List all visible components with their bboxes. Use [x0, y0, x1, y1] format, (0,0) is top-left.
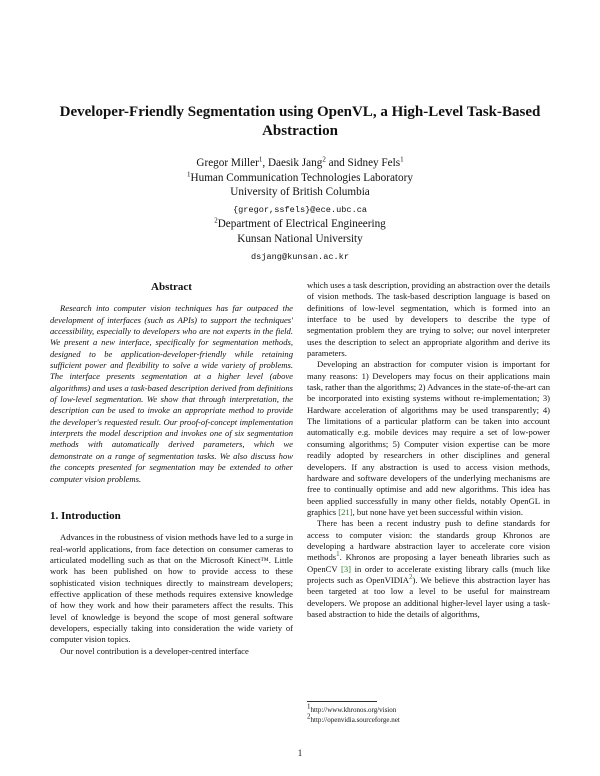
- affiliation-1-univ: University of British Columbia: [230, 186, 370, 199]
- affiliation-2: [90, 217, 510, 232]
- footnotes: [307, 702, 550, 725]
- affil-mark: 1: [258, 155, 263, 164]
- affil-mark: 2: [322, 155, 326, 164]
- intro-paragraph-1: Advances in the robustness of vision methods have led to a surge in real-world applications, from face detection on consumer cameras to articulated modelling such as that on the Microsoft Kinect™. Little work has been published on how to provide access to these sophisticated vision techniques directly to mainstream developers; effective application of these methods requires extensive knowledge of how they work and how their parameters affect the results. This level of knowledge is beyond the scope of most general software developers, especially taking into consideration the wide variety of computer vision topics.: [50, 532, 293, 645]
- affiliation-1-email: {gregor,ssfels}@ece.ubc.ca: [232, 204, 368, 215]
- author-block: [90, 156, 510, 264]
- footnote-mark: 2: [307, 712, 311, 721]
- right-paragraph-2: [307, 359, 550, 518]
- para-text: There has been a recent industry push to define standards for access to computer vision: the standards group Khronos are developing a hardware abstraction layer to accelerate core vision methods: [307, 518, 550, 563]
- paper-title: [40, 103, 560, 141]
- footnote-link[interactable]: 1: [336, 550, 340, 559]
- footnote-mark: 1: [307, 702, 311, 711]
- footnote-divider: [307, 701, 377, 702]
- para-text: , but none have yet been successful within vision.: [352, 506, 524, 517]
- affil-mark: 1: [187, 169, 191, 178]
- para-text: ). We believe this abstraction layer has been targeted at too low a level to be useful for mainstream developers. We propose an additional higher-level layer using a task-based abstraction to hide the details of algorithms,: [307, 574, 550, 619]
- title-line-2: Abstraction: [262, 123, 338, 139]
- affiliation-2-univ: Kunsan National University: [237, 232, 363, 245]
- footnote-url[interactable]: http://openvidia.sourceforge.net: [310, 715, 400, 724]
- para-text: Developing an abstraction for computer vision is important for many reasons: 1) Developers may focus on their applications main task, rather than the algorithms; 2) Advances in the state-of-the-art can be incorporated into existing systems without re-implementation; 3) Hardware acceleration of algorithms may be used transparently; 4) The limitations of a particular platform can be taken into account automatically e.g. mobile devices may require a set of low-power consuming algorithms; 5) Computer vision expertise can be more readily adopted by researchers in other disciplines and general developers. If any abstraction is used to access vision methods, hardware and software developers of the underlying mechanisms are free to continually optimise and add new algorithms. This idea has been applied successfully in many other fields, notably OpenGL in graphics: [307, 359, 550, 517]
- author-fels: and Sidney Fels: [325, 157, 401, 169]
- intro-paragraph-2: Our novel contribution is a developer-centred interface: [60, 645, 249, 656]
- para-text: in order to accelerate existing library calls (much like projects such as OpenVIDIA: [307, 563, 550, 585]
- citation-link[interactable]: [21]: [338, 506, 353, 517]
- footnote-1: [307, 702, 550, 716]
- right-paragraph-3: [307, 518, 550, 620]
- right-paragraph-1: which uses a task description, providing an abstraction over the details of vision methods. The task-based description language is based on definitions of low-level segmentation, which is formed into an interface to be used by developers to describe the type of segmentation problem they are trying to solve; our novel interpreter uses the description to select an appropriate algorithm and derive its parameters.: [307, 280, 550, 359]
- author-jang: , Daesik Jang: [262, 157, 323, 169]
- citation-link[interactable]: [3]: [341, 563, 352, 574]
- author-names: [90, 156, 510, 171]
- author-miller: Gregor Miller: [196, 157, 259, 169]
- title-line-1: Developer-Friendly Segmentation using OpenVL, a High-Level Task-Based: [59, 104, 541, 120]
- affiliation-2-email: dsjang@kunsan.ac.kr: [251, 251, 349, 262]
- para-text: . Khronos are proposing a layer beneath libraries such as OpenCV: [307, 552, 550, 574]
- abstract-heading: Abstract: [151, 281, 192, 293]
- affil-lab: Human Communication Technologies Laboratory: [190, 171, 413, 184]
- abstract-text: Research into computer vision techniques has far outpaced the development of interfaces (such as APIs) to support the techniques' accessibility, especially to developers who are not experts in the field. We present a new interface, specifically for segmentation methods, designed to be application-developer-friendly while retaining sufficient power and flexibility to solve a wide variety of problems. The interface presents segmentation at a higher level (above algorithms) and uses a task-based description derived from definitions of low-level segmentation. We show that through interpretation, the description can be used to invoke an appropriate method to provide the developer's requested result. Our proof-of-concept implementation interprets the model description and invokes one of six segmentation methods with automatically derived parameters, which we demonstrate on a range of segmentation tasks. We also discuss how the concepts presented for segmentation may be extended to other computer vision problems.: [50, 303, 293, 484]
- left-column: [50, 282, 293, 657]
- affil-dept: Department of Electrical Engineering: [217, 218, 386, 231]
- affil-mark: 2: [214, 216, 218, 225]
- footnote-url[interactable]: http://www.khronos.org/vision: [310, 706, 397, 714]
- affil-mark: 1: [400, 155, 404, 164]
- footnote-2: [307, 712, 550, 726]
- page-number: 1: [297, 748, 303, 758]
- footnote-link[interactable]: 2: [409, 573, 413, 582]
- right-column: [307, 280, 550, 620]
- affiliation-1: [90, 171, 510, 186]
- section-heading-introduction: 1. Introduction: [50, 509, 121, 522]
